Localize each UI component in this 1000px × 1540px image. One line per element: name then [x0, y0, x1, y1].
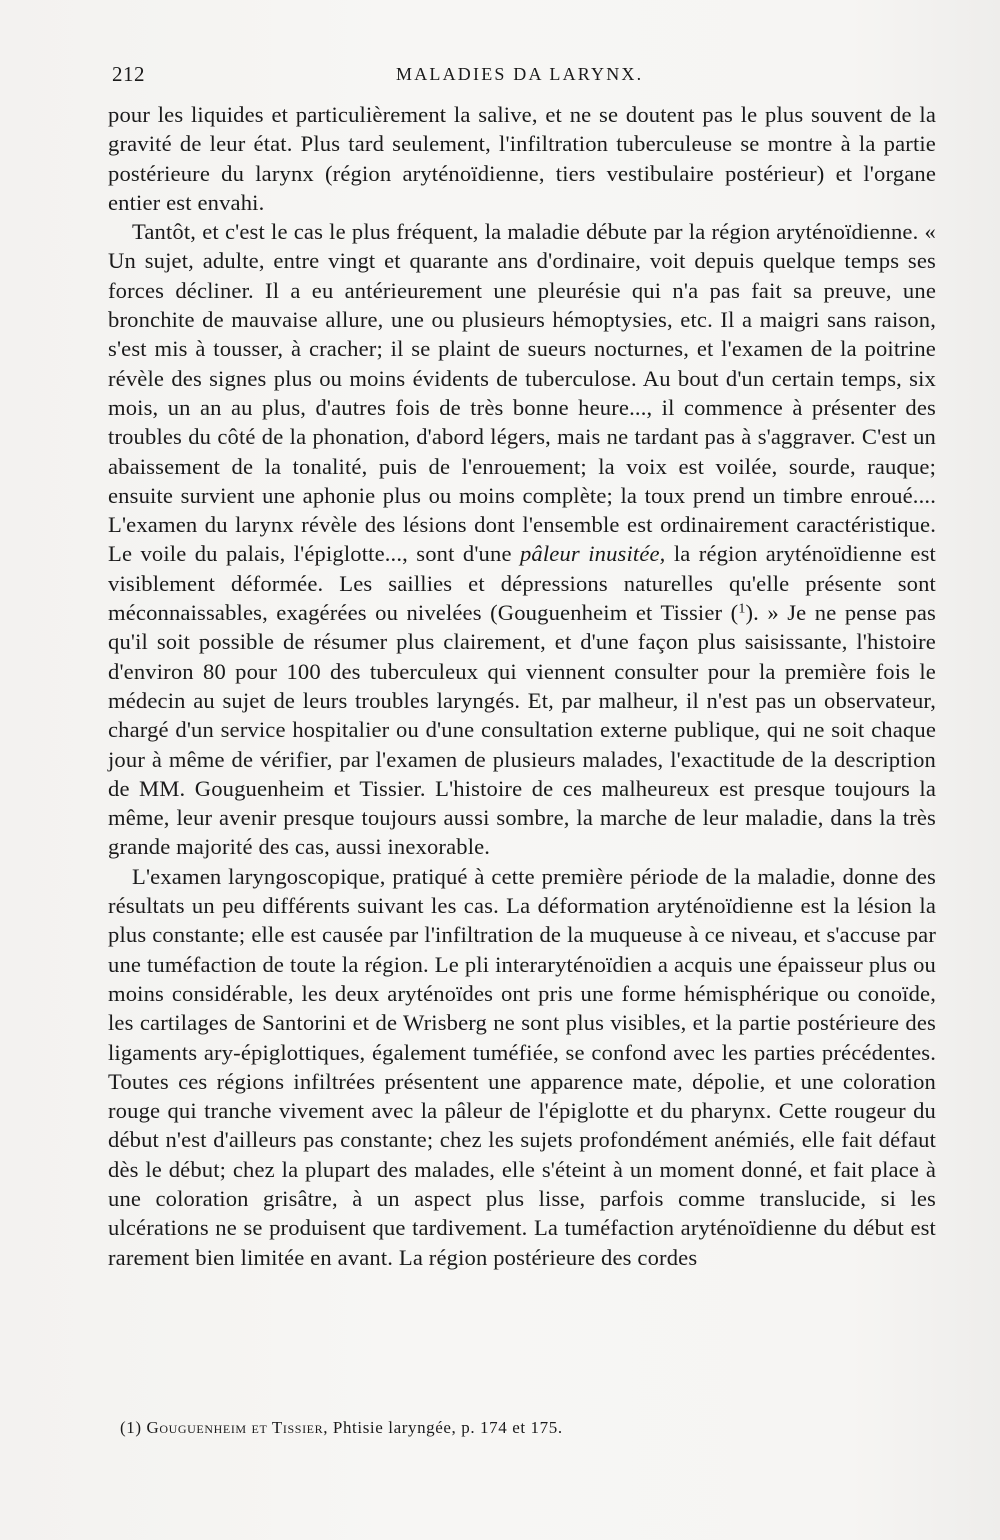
footnote	[120, 1418, 920, 1438]
paragraph-2-text-b: la région aryténoïdienne est visiblement déformée. Les saillies et dépressions naturelles qu'elle présente sont méconnaissables, exagérées ou nivelées (Gouguenheim et Tissier (	[108, 541, 936, 626]
footnote-reference: 1	[738, 601, 746, 617]
paragraph-1: pour les liquides et particulièrement la salive, et ne se doutent pas le plus souvent de la gravité de leur état. Plus tard seulement, l'infiltration tuberculeuse se montre à la partie postérieure du larynx (région aryténoïdienne, tiers vestibulaire postérieur) et l'organe entier est envahi.	[108, 102, 936, 215]
paragraph-2	[108, 217, 936, 862]
body-text	[108, 100, 936, 1272]
italic-phrase: pâleur inusitée,	[519, 541, 666, 567]
footnote-marker: (1)	[120, 1418, 142, 1437]
running-title: MALADIES DA LARYNX.	[396, 64, 644, 84]
footnote-citation: Phtisie laryngée, p. 174 et 175.	[332, 1418, 563, 1437]
paragraph-3: L'examen laryngoscopique, pratiqué à cette première période de la maladie, donne des résultats un peu différents suivant les cas. La déformation aryténoïdienne est la lésion la plus constante; elle est causée par l'infiltration de la muqueuse à ce niveau, et s'accuse par une tuméfaction de toute la région. Le pli interaryténoïdien a acquis une épaisseur plus ou moins considérable, les deux aryténoïdes ont pris une forme hémisphérique ou conoïde, les cartilages de Santorini et de Wrisberg ne sont plus visibles, et la partie postérieure des ligaments ary-épiglottiques, également tuméfiée, se confond avec les parties précédentes. Toutes ces régions infiltrées présentent une apparence mate, dépolie, et une coloration rouge qui tranche vivement avec la pâleur de l'épiglotte et du pharynx. Cette rougeur du début n'est d'ailleurs pas constante; chez les sujets profondément anémiés, elle fait défaut dès le début; chez la plupart des malades, elle s'éteint à un moment donné, et fait place à une coloration grisâtre, à un aspect plus lisse, parfois comme translucide, si les ulcérations ne se produisent que tardivement. La tuméfaction aryténoïdienne du début est rarement bien limitée en avant. La région postérieure des cordes	[108, 863, 936, 1270]
paragraph-2-text-c: ). » Je ne pense pas qu'il soit possible de résumer plus clairement, et d'une façon plus saisissante, l'histoire d'environ 80 pour 100 des tuberculeux qui viennent consulter pour la première fois le médecin au sujet de leurs troubles laryngés. Et, par malheur, il n'est pas un observateur, chargé d'un service hospitalier ou d'une consultation externe publique, qui ne soit chaque jour à même de vérifier, par l'examen de plusieurs malades, l'exactitude de la description de MM. Gouguenheim et Tissier. L'histoire de ces malheureux est presque toujours la même, leur avenir presque toujours aussi sombre, la marche de leur maladie, dans la très grande majorité des cas, aussi inexorable.	[108, 600, 936, 860]
page-number: 212	[112, 62, 145, 86]
paragraph-2-text-a: Tantôt, et c'est le cas le plus fréquent, la maladie débute par la région aryténoïdienne. « Un sujet, adulte, entre vingt et quarante ans d'ordinaire, voit depuis quelque temps ses forces décliner. Il a eu antérieurement une pleurésie qui n'a pas fait sa preuve, une bronchite de mauvaise allure, une ou plusieurs hémoptysies, etc. Il a maigri sans raison, s'est mis à tousser, à cracher; il se plaint de sueurs nocturnes, et l'examen de la poitrine révèle des signes plus ou moins évidents de tuberculose. Au bout d'un certain temps, six mois, un an au plus, d'autres fois de très bonne heure..., il commence à présenter des troubles du côté de la phonation, d'abord légers, mais ne tardant pas à s'aggraver. C'est un abaissement de la tonalité, puis de l'enrouement; la voix est voilée, sourde, rauque; ensuite survient une aphonie plus ou moins complète; la toux prend un timbre enroué.... L'examen du larynx révèle des lésions dont l'ensemble est ordinairement caractéristique. Le voile du palais, l'épiglotte..., sont d'une	[108, 219, 936, 567]
page-header	[112, 62, 922, 92]
footnote-authors: Gouguenheim et Tissier,	[146, 1418, 329, 1437]
